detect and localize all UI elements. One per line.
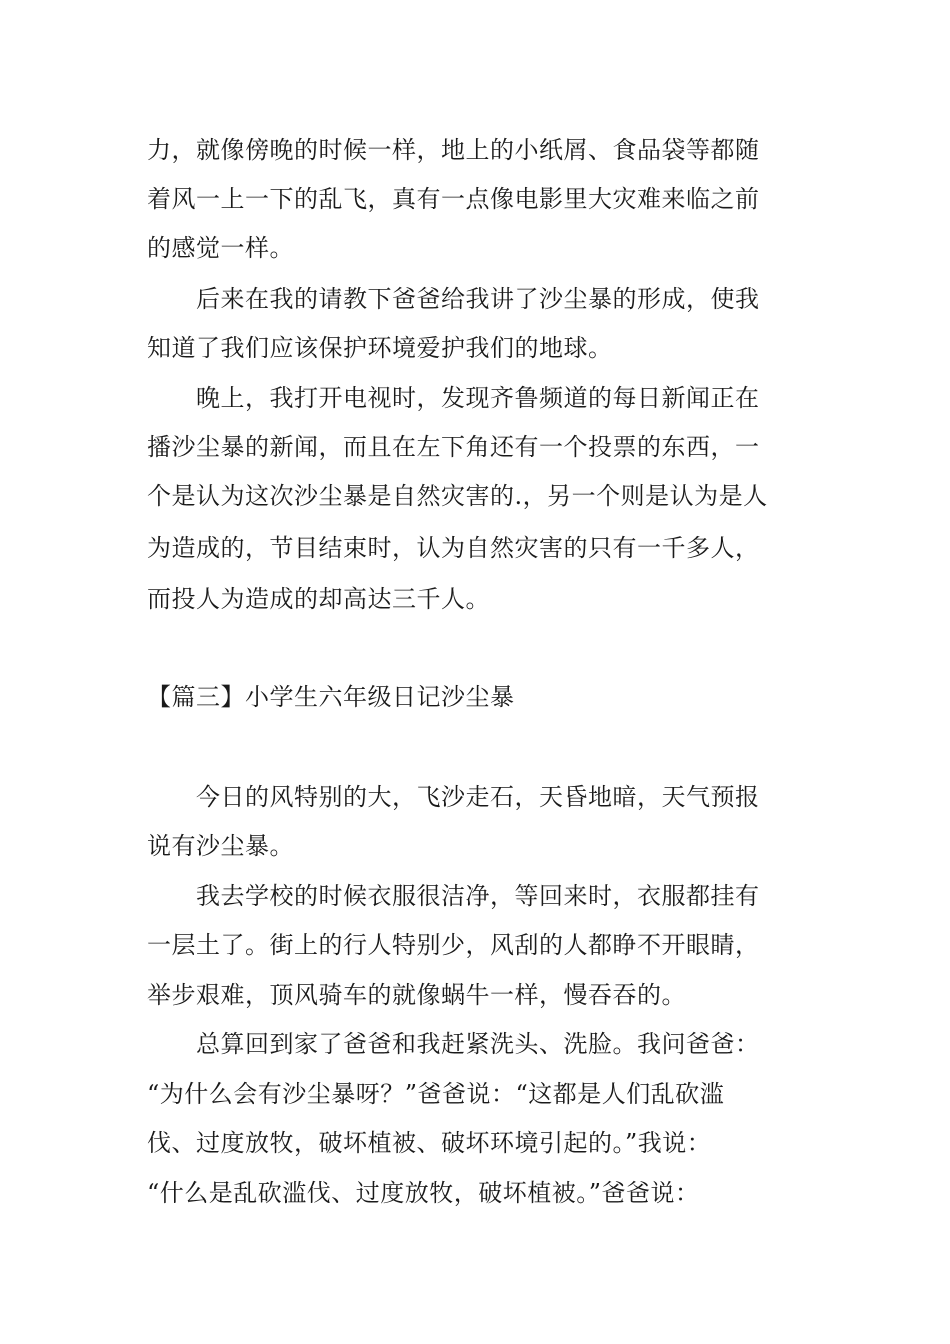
paragraph-6-line-2: “为什么会有沙尘暴呀？”爸爸说：“这都是人们乱砍滥 (147, 1080, 725, 1108)
paragraph-2-line-1: 后来在我的请教下爸爸给我讲了沙尘暴的形成，使我 (196, 285, 760, 313)
paragraph-1-line-3: 的感觉一样。 (147, 234, 294, 262)
paragraph-3-line-4: 为造成的，节目结束时，认为自然灾害的只有一千多人， (147, 534, 760, 562)
section-heading: 【篇三】小学生六年级日记沙尘暴 (147, 683, 515, 711)
paragraph-5-line-3: 举步艰难，顶风骑车的就像蜗牛一样，慢吞吞的。 (147, 981, 686, 1009)
paragraph-1-line-2: 着风一上一下的乱飞，真有一点像电影里大灾难来临之前 (147, 185, 760, 213)
paragraph-6-line-1: 总算回到家了爸爸和我赶紧洗头、洗脸。我问爸爸： (196, 1030, 760, 1058)
paragraph-4-line-2: 说有沙尘暴。 (147, 832, 294, 860)
paragraph-5-line-2: 一层土了。街上的行人特别少，风刮的人都睁不开眼睛， (147, 931, 760, 959)
paragraph-1-line-1: 力，就像傍晚的时候一样，地上的小纸屑、食品袋等都随 (147, 136, 760, 164)
paragraph-2-line-2: 知道了我们应该保护环境爱护我们的地球。 (147, 334, 613, 362)
paragraph-3-line-5: 而投人为造成的却高达三千人。 (147, 585, 490, 613)
paragraph-6-line-3: 伐、过度放牧，破坏植被、破坏环境引起的。”我说： (147, 1129, 712, 1157)
paragraph-3-line-1: 晚上，我打开电视时，发现齐鲁频道的每日新闻正在 (196, 384, 760, 412)
paragraph-6-line-4: “什么是乱砍滥伐、过度放牧，破坏植被。”爸爸说： (147, 1179, 700, 1207)
paragraph-4-line-1: 今日的风特别的大，飞沙走石，天昏地暗，天气预报 (196, 783, 760, 811)
paragraph-5-line-1: 我去学校的时候衣服很洁净，等回来时，衣服都挂有 (196, 882, 760, 910)
paragraph-3-line-3: 个是认为这次沙尘暴是自然灾害的.，另一个则是认为是人 (147, 482, 768, 510)
paragraph-3-line-2: 播沙尘暴的新闻，而且在左下角还有一个投票的东西，一 (147, 433, 760, 461)
